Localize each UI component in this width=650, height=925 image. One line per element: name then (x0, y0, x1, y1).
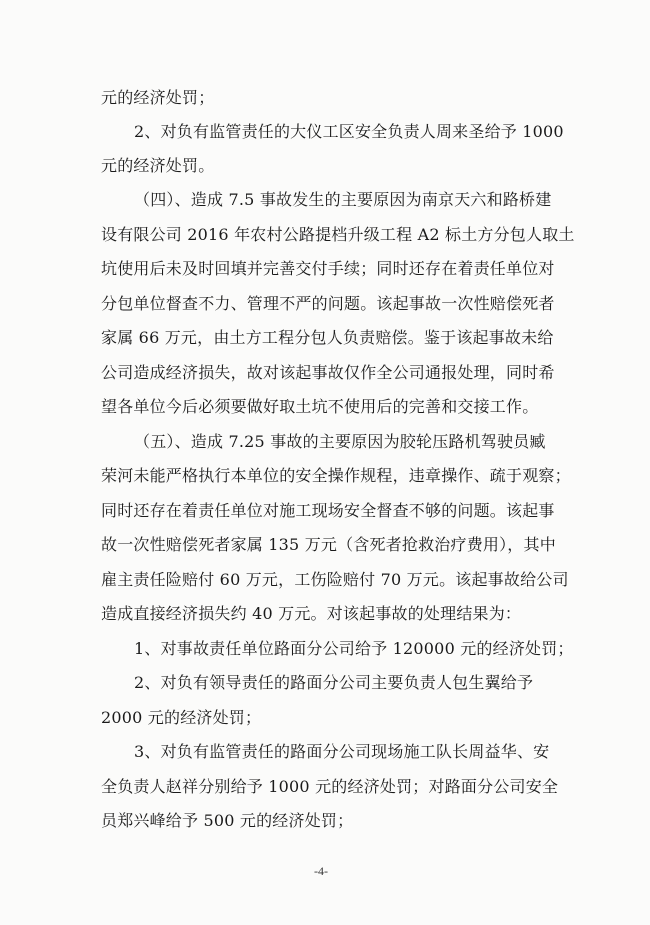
text-line: 员郑兴峰给予 500 元的经济处罚； (101, 811, 354, 830)
text-line: 同时还存在着责任单位对施工现场安全督查不够的问题。该起事 (101, 501, 555, 520)
text-line: （五）、造成 7.25 事故的主要原因为胶轮压路机驾驶员臧 (134, 432, 546, 451)
text-line: 造成直接经济损失约 40 万元。对该起事故的处理结果为： (101, 604, 522, 623)
text-line: 望各单位今后必须要做好取土坑不使用后的完善和交接工作。 (101, 397, 539, 416)
page-number: -4- (314, 864, 328, 878)
text-line: 1、对事故责任单位路面分公司给予 120000 元的经济处罚； (134, 639, 574, 658)
text-line: 公司造成经济损失，故对该起事故仅作全公司通报处理，同时希 (101, 363, 555, 382)
text-line: 2、对负有监管责任的大仪工区安全负责人周来圣给予 1000 (134, 122, 564, 141)
text-line: 雇主责任险赔付 60 万元，工伤险赔付 70 万元。该起事故给公司 (101, 570, 569, 589)
text-line: 家属 66 万元，由土方工程分包人负责赔偿。鉴于该起事故未给 (101, 328, 554, 347)
text-line: 坑使用后未及时回填并完善交付手续；同时还存在着责任单位对 (101, 259, 555, 278)
text-line: 2、对负有领导责任的路面分公司主要负责人包生翼给予 (134, 673, 534, 692)
text-line: 设有限公司 2016 年农村公路提档升级工程 A2 标土方分包人取土 (101, 225, 575, 244)
text-line: 元的经济处罚； (101, 88, 215, 107)
text-line: （四）、造成 7.5 事故发生的主要原因为南京天六和路桥建 (134, 190, 552, 209)
text-line: 分包单位督查不力、管理不严的问题。该起事故一次性赔偿死者 (101, 294, 555, 313)
text-line: 3、对负有监管责任的路面分公司现场施工队长周益华、安 (134, 742, 550, 761)
text-line: 全负责人赵祥分别给予 1000 元的经济处罚；对路面分公司安全 (101, 777, 559, 796)
text-line: 元的经济处罚。 (101, 156, 215, 175)
text-line: 故一次性赔偿死者家属 135 万元（含死者抢救治疗费用），其中 (101, 535, 556, 554)
text-line: 荣河未能严格执行本单位的安全操作规程，违章操作、疏于观察； (101, 466, 571, 485)
text-line: 2000 元的经济处罚； (101, 708, 262, 727)
